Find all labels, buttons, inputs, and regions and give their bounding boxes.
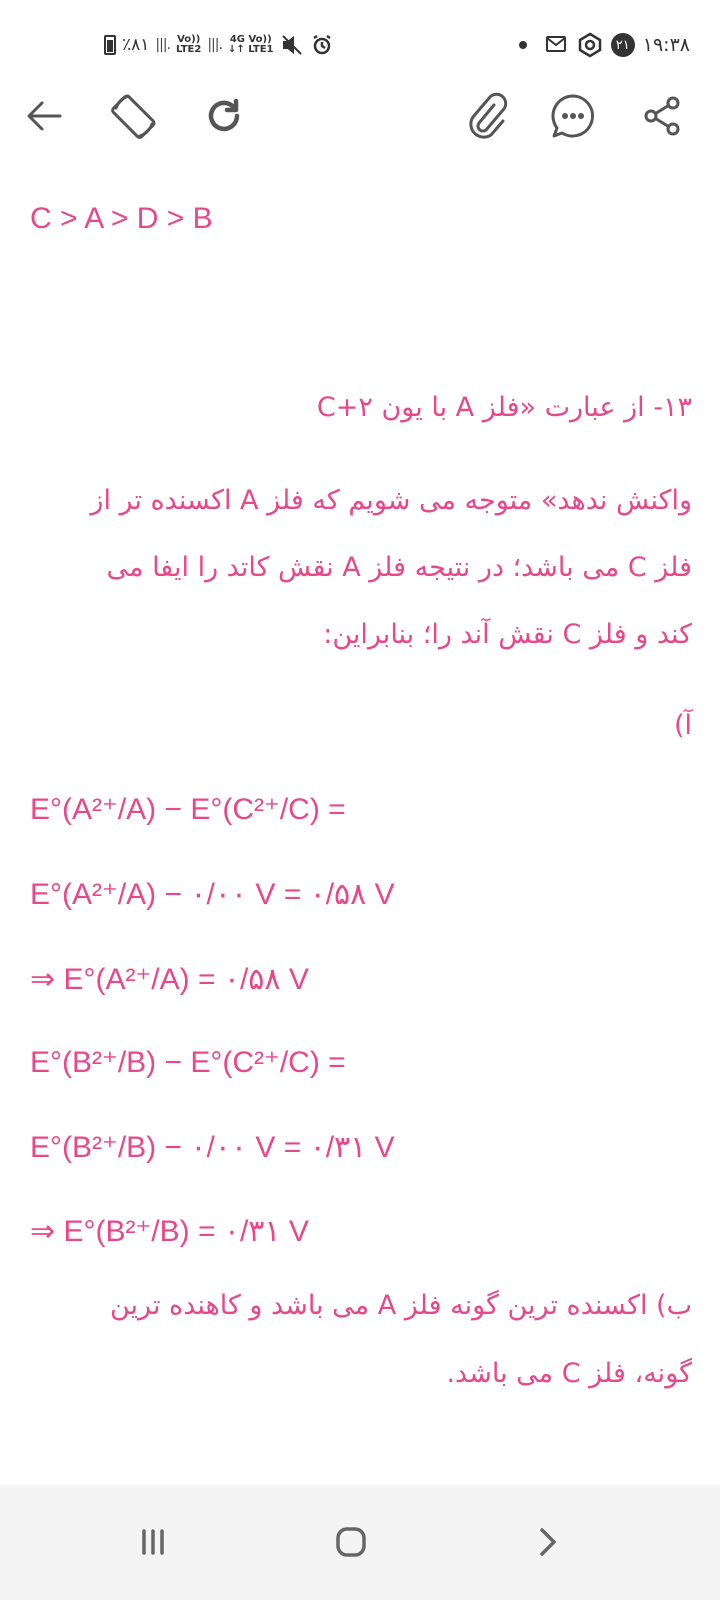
refresh-icon [204, 96, 244, 136]
chat-icon [549, 92, 597, 140]
attach-button[interactable] [456, 86, 516, 146]
mute-icon [280, 33, 304, 57]
rotate-icon [108, 90, 160, 142]
status-right [519, 30, 690, 60]
equation-line: E°(A²⁺/A) − ٠/٠٠ V = ٠/۵۸ V [30, 878, 395, 911]
paragraph-line: کند و فلز C نقش آند را؛ بنابراین: [323, 619, 692, 650]
part-b-line: ب) اکسنده ترین گونه فلز A می باشد و کاهنده ترین [109, 1290, 692, 1321]
home-button[interactable] [316, 1507, 386, 1577]
battery-icon [104, 35, 116, 55]
share-button[interactable] [632, 86, 692, 146]
question-13-title: ۱۳- از عبارت «فلز A با یون C+۲ [316, 392, 692, 423]
toolbar [0, 80, 720, 150]
status-left [104, 30, 334, 60]
notification-count-badge: ۲۱ [611, 33, 635, 57]
recent-apps-button[interactable] [118, 1507, 188, 1577]
back-button[interactable] [14, 86, 74, 146]
battery-percent: ٪۸۱ [122, 35, 150, 55]
signal-icon: |||. [207, 37, 222, 53]
comments-button[interactable] [543, 86, 603, 146]
part-a-label: آ) [673, 710, 692, 741]
paragraph-line: واکنش ندهد» متوجه می شویم که فلز A اکسنده تر از [90, 485, 692, 516]
alarm-icon [310, 33, 334, 57]
share-icon [640, 94, 684, 138]
equation-line: E°(B²⁺/B) − ٠/٠٠ V = ٠/۳۱ V [30, 1131, 395, 1164]
hex-app-icon [577, 32, 603, 58]
back-arrow-icon [24, 96, 64, 136]
paragraph-line: فلز C می باشد؛ در نتیجه فلز A نقش کاتد را ایفا می [106, 552, 692, 583]
sim1-label: Vo)) LTE2 [176, 34, 202, 55]
metal-order-line: C > A > D > B [30, 202, 213, 235]
part-b-line: گونه، فلز C می باشد. [446, 1358, 692, 1389]
sim2-label: 4G Vo)) ↓↑ LTE1 [227, 34, 274, 55]
recent-apps-icon [136, 1525, 170, 1559]
chevron-right-icon [530, 1525, 564, 1559]
refresh-button[interactable] [194, 86, 254, 146]
signal-icon: |||. [155, 37, 171, 53]
equation-line: E°(A²⁺/A) − E°(C²⁺/C) = [30, 793, 346, 826]
clock: ۱۹:۳۸ [642, 34, 690, 56]
paperclip-icon [464, 91, 508, 141]
system-nav-bar [0, 1485, 720, 1600]
nav-back-button[interactable] [512, 1507, 582, 1577]
status-bar [0, 0, 720, 88]
rotate-button[interactable] [104, 86, 164, 146]
equation-line: ⇒ E°(B²⁺/B) = ٠/۳۱ V [30, 1215, 309, 1248]
equation-line: E°(B²⁺/B) − E°(C²⁺/C) = [30, 1046, 346, 1079]
home-icon [333, 1524, 369, 1560]
mail-settings-icon [545, 34, 569, 56]
equation-line: ⇒ E°(A²⁺/A) = ٠/۵۸ V [30, 963, 309, 996]
notification-dot-icon [519, 41, 527, 49]
